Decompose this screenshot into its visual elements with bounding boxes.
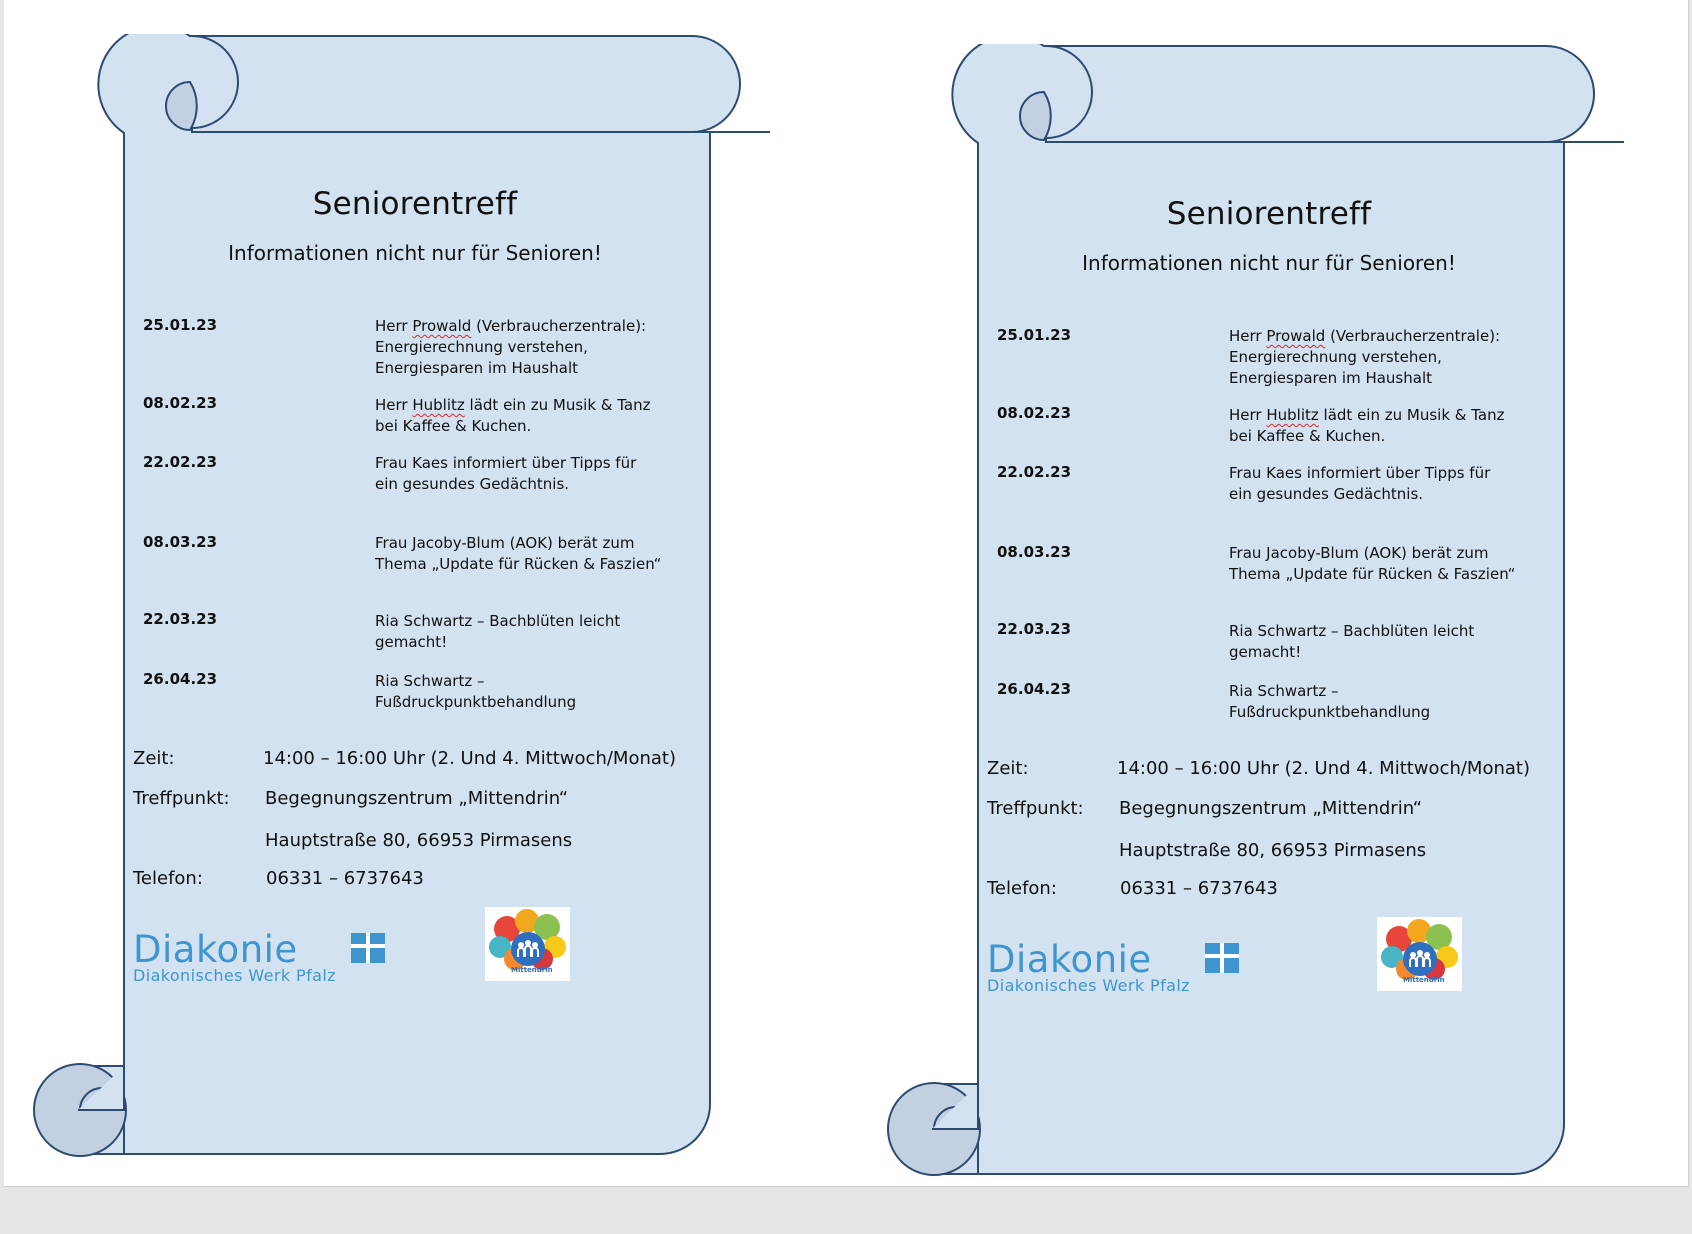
event-description: Ria Schwartz – Bachblüten leicht gemacht! (375, 612, 621, 651)
diakonie-logo (133, 928, 388, 985)
event-date: 22.03.23 (997, 620, 1072, 638)
address: Hauptstraße 80, 66953 Pirmasens (265, 830, 573, 851)
event-description: Herr Hublitz lädt ein zu Musik & Tanz bei Kaffee & Kuchen. (375, 396, 651, 435)
flyer-title: Seniorentreff (312, 186, 518, 222)
flyer-subtitle: Informationen nicht nur für Senioren! (1082, 251, 1456, 275)
event-date: 22.02.23 (143, 453, 218, 471)
flyer-left (30, 34, 830, 1224)
place-label: Treffpunkt: (987, 798, 1084, 819)
event-date: 08.02.23 (143, 394, 218, 412)
address: Hauptstraße 80, 66953 Pirmasens (1119, 840, 1427, 861)
diakonie-name: Diakonie (987, 938, 1152, 981)
spellcheck-word: Hublitz (1266, 406, 1319, 424)
spellcheck-word: Prowald (412, 317, 472, 335)
mittendrin-label: Mittendrin (1403, 976, 1445, 984)
event-date: 08.03.23 (997, 543, 1072, 561)
event-date: 26.04.23 (997, 680, 1072, 698)
spellcheck-word: Hublitz (412, 396, 465, 414)
time-label: Zeit: (133, 748, 175, 769)
event-date: 08.03.23 (143, 533, 218, 551)
event-date: 25.01.23 (143, 316, 218, 334)
diakonie-name: Diakonie (133, 928, 298, 971)
document-page (4, 0, 1689, 1187)
flyer-content (884, 44, 1684, 1234)
flyer-subtitle: Informationen nicht nur für Senioren! (228, 241, 602, 265)
event-description: Frau Kaes informiert über Tipps für ein gesundes Gedächtnis. (375, 454, 637, 493)
event-date: 22.03.23 (143, 610, 218, 628)
event-description: Frau Jacoby-Blum (AOK) berät zum Thema „Update für Rücken & Faszien“ (375, 534, 662, 573)
diakonie-cross-icon (1205, 943, 1239, 973)
place-value: Begegnungszentrum „Mittendrin“ (265, 788, 569, 809)
place-label: Treffpunkt: (133, 788, 230, 809)
time-label: Zeit: (987, 758, 1029, 779)
diakonie-cross-icon (351, 933, 385, 963)
spellcheck-word: Prowald (1266, 327, 1326, 345)
diakonie-subtitle: Diakonisches Werk Pfalz (987, 976, 1190, 995)
flyer-right (884, 44, 1684, 1234)
event-description: Herr Prowald (Verbraucherzentrale): Energierechnung verstehen, Energiesparen im Haushalt (1229, 327, 1501, 387)
event-description: Ria Schwartz – Fußdruckpunktbehandlung (1229, 682, 1431, 721)
flyer-title: Seniorentreff (1166, 196, 1372, 232)
place-value: Begegnungszentrum „Mittendrin“ (1119, 798, 1423, 819)
phone-value: 06331 – 6737643 (1120, 878, 1278, 899)
flyer-content (30, 34, 830, 1224)
event-description: Frau Jacoby-Blum (AOK) berät zum Thema „Update für Rücken & Faszien“ (1229, 544, 1516, 583)
diakonie-logo (987, 938, 1242, 995)
phone-value: 06331 – 6737643 (266, 868, 424, 889)
event-date: 26.04.23 (143, 670, 218, 688)
diakonie-subtitle: Diakonisches Werk Pfalz (133, 966, 336, 985)
event-description: Ria Schwartz – Fußdruckpunktbehandlung (375, 672, 577, 711)
time-value: 14:00 – 16:00 Uhr (2. Und 4. Mittwoch/Monat) (263, 748, 676, 769)
mittendrin-label: Mittendrin (511, 966, 553, 974)
mittendrin-logo (1377, 917, 1462, 991)
event-date: 08.02.23 (997, 404, 1072, 422)
event-description: Ria Schwartz – Bachblüten leicht gemacht! (1229, 622, 1475, 661)
phone-label: Telefon: (133, 868, 203, 889)
event-date: 25.01.23 (997, 326, 1072, 344)
event-description: Herr Prowald (Verbraucherzentrale): Energierechnung verstehen, Energiesparen im Haushalt (375, 317, 647, 377)
mittendrin-logo (485, 907, 570, 981)
event-description: Frau Kaes informiert über Tipps für ein gesundes Gedächtnis. (1229, 464, 1491, 503)
time-value: 14:00 – 16:00 Uhr (2. Und 4. Mittwoch/Monat) (1117, 758, 1530, 779)
event-description: Herr Hublitz lädt ein zu Musik & Tanz bei Kaffee & Kuchen. (1229, 406, 1505, 445)
event-date: 22.02.23 (997, 463, 1072, 481)
phone-label: Telefon: (987, 878, 1057, 899)
